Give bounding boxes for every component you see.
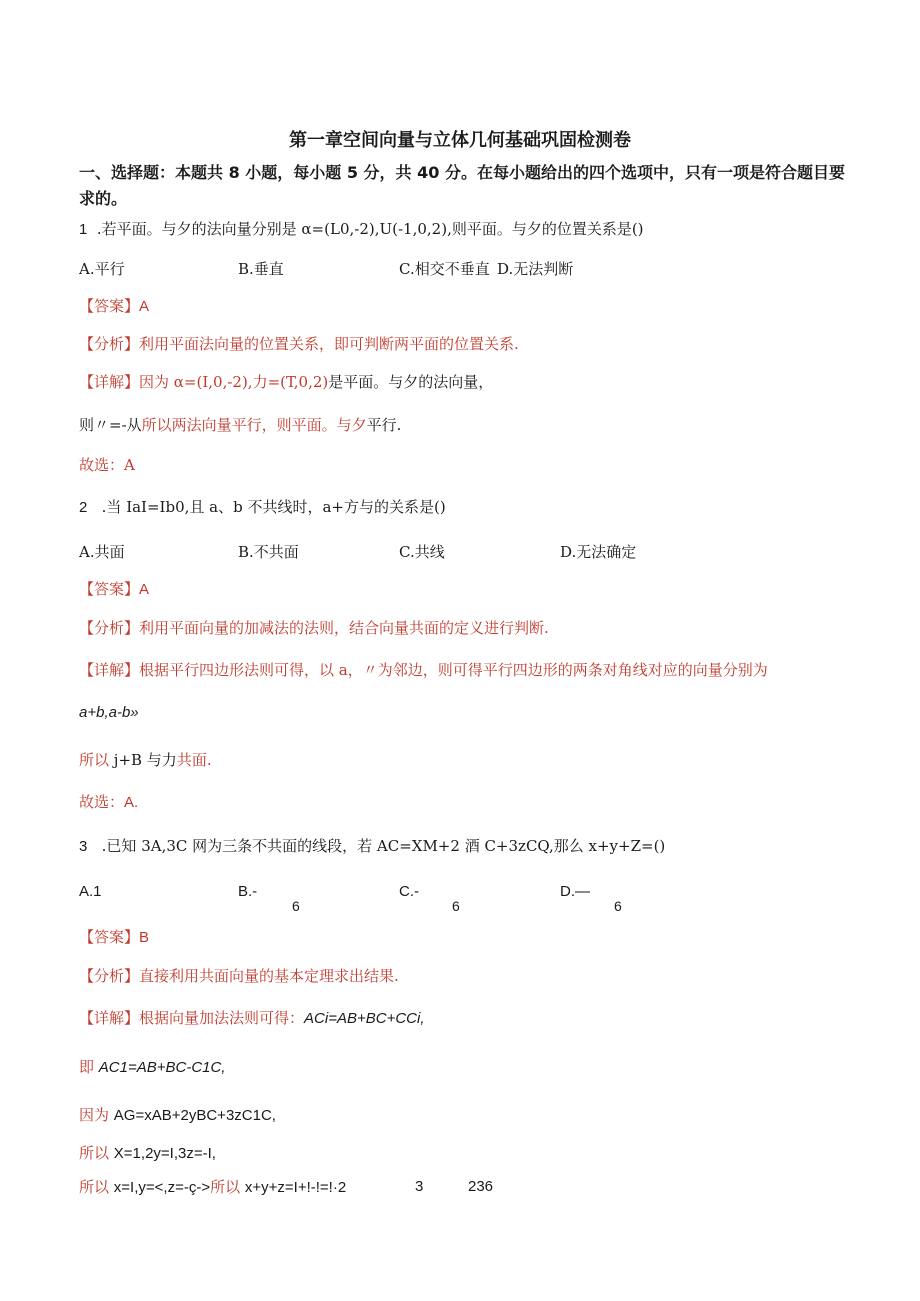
analysis-line	[79, 334, 519, 354]
detail-text: 所以	[79, 751, 110, 769]
formula-line: a+b,a-b»	[79, 704, 139, 721]
option-a: A.共面	[79, 543, 125, 561]
detail-text: 所以	[210, 1178, 241, 1196]
detail-formula: x+y+z=I+!-!=!·2	[244, 1179, 347, 1196]
option-c: C.共线	[399, 543, 445, 561]
option-b: B.不共面	[238, 543, 299, 561]
question-2	[79, 497, 446, 518]
answer-line	[79, 296, 149, 317]
detail-formula: ACi=AB+BC+CCi,	[304, 1010, 425, 1027]
page-title: 第一章空间向量与立体几何基础巩固检测卷	[289, 130, 631, 151]
detail-text: 平行.	[366, 416, 402, 434]
detail-tag: 【详解】	[79, 373, 140, 391]
detail-line	[79, 372, 493, 392]
option-b-denominator: 6	[292, 898, 300, 914]
answer-value: A	[139, 298, 150, 315]
detail-text: 即	[79, 1058, 95, 1076]
detail-text: 所以	[79, 1178, 110, 1196]
option-d: D.—	[560, 883, 590, 900]
analysis-line	[79, 618, 549, 638]
option-a: A.平行	[79, 260, 125, 278]
section-heading: 一、选择题：本题共 8 小题，每小题 5 分，共 40 分。在每小题给出的四个选项中，只有一项是符合题目要求的。	[79, 163, 845, 208]
question-number: 3	[79, 838, 88, 855]
detail-text: 因为 α=(I,0,-2),力=(T,0,2)	[139, 373, 329, 391]
detail-line-3	[79, 1105, 276, 1126]
question-number: 2	[79, 499, 88, 516]
answer-value: A	[139, 581, 150, 598]
question-number: 1	[79, 221, 88, 238]
question-stem: .已知 3A,3C 网为三条不共面的线段，若 AC=XM+2 酒 C+3zCQ,那么 x+y+Z=()	[101, 837, 666, 855]
detail-line-2	[79, 415, 401, 435]
detail-tag: 【详解】	[79, 661, 140, 679]
option-d: D.无法确定	[560, 543, 637, 561]
detail-formula: AG=xAB+2yBC+3zC1C,	[113, 1107, 276, 1124]
detail-text: 所以两法向量平行，则平面。与夕	[141, 416, 367, 434]
detail-text: 是平面。与夕的法向量，	[328, 373, 494, 391]
detail-line-4	[79, 1143, 216, 1164]
option-d: D.无法判断	[497, 260, 574, 278]
option-a: A.1	[79, 883, 102, 900]
option-b: B.-	[238, 883, 258, 900]
detail-line-2	[79, 1057, 226, 1078]
analysis-tag: 【分析】	[79, 967, 140, 985]
detail-text: 所以	[79, 1144, 110, 1162]
question-stem: .当 IaI=Ib0,且 a、b 不共线时，a+方与的关系是()	[101, 498, 446, 516]
analysis-line	[79, 966, 399, 986]
option-c-denominator: 6	[452, 898, 460, 914]
choose-line: 故选：A	[79, 456, 135, 474]
detail-line-5	[79, 1177, 346, 1198]
detail-formula: x=I,y=<,z=-ç->	[113, 1179, 211, 1196]
detail-tag: 【详解】	[79, 1009, 140, 1027]
analysis-text: 利用平面向量的加减法的法则，结合向量共面的定义进行判断.	[139, 619, 549, 637]
detail-line-2	[79, 750, 212, 770]
detail-line	[79, 660, 768, 680]
detail-text: 根据平行四边形法则可得，以 a，〃为邻边，则可得平行四边形的两条对角线对应的向量分别为	[139, 661, 768, 679]
answer-tag: 【答案】	[79, 580, 140, 598]
choose-line	[79, 792, 138, 813]
detail-text: 根据向量加法法则可得：	[139, 1009, 305, 1027]
analysis-tag: 【分析】	[79, 335, 140, 353]
detail-text: 则〃=-从	[79, 416, 142, 434]
detail-text: j+B 与力	[113, 751, 177, 769]
option-c: C.-	[399, 883, 419, 900]
choose-value: A.	[124, 794, 139, 811]
question-3	[79, 836, 665, 857]
question-1	[79, 219, 644, 240]
detail-text: 共面.	[176, 751, 212, 769]
question-stem: .若平面。与夕的法向量分别是 α=(L0,-2),U(-1,0,2),则平面。与夕的位置关系是()	[96, 220, 644, 238]
detail-formula: AC1=AB+BC-C1C,	[98, 1059, 226, 1076]
option-b: B.垂直	[238, 260, 284, 278]
fraction-denominator: 3	[415, 1178, 424, 1195]
answer-line	[79, 579, 149, 600]
answer-line	[79, 927, 149, 948]
answer-tag: 【答案】	[79, 297, 140, 315]
option-d-denominator: 6	[614, 898, 622, 914]
answer-tag: 【答案】	[79, 928, 140, 946]
detail-line	[79, 1008, 425, 1029]
analysis-text: 直接利用共面向量的基本定理求出结果.	[139, 967, 399, 985]
detail-formula: X=1,2y=I,3z=-I,	[113, 1145, 216, 1162]
choose-label: 故选：	[79, 793, 125, 811]
detail-text: 因为	[79, 1106, 110, 1124]
fraction-denominator: 236	[468, 1178, 494, 1195]
analysis-tag: 【分析】	[79, 619, 140, 637]
analysis-text: 利用平面法向量的位置关系，即可判断两平面的位置关系.	[139, 335, 519, 353]
option-c: C.相交不垂直	[399, 260, 490, 278]
answer-value: B	[139, 929, 150, 946]
